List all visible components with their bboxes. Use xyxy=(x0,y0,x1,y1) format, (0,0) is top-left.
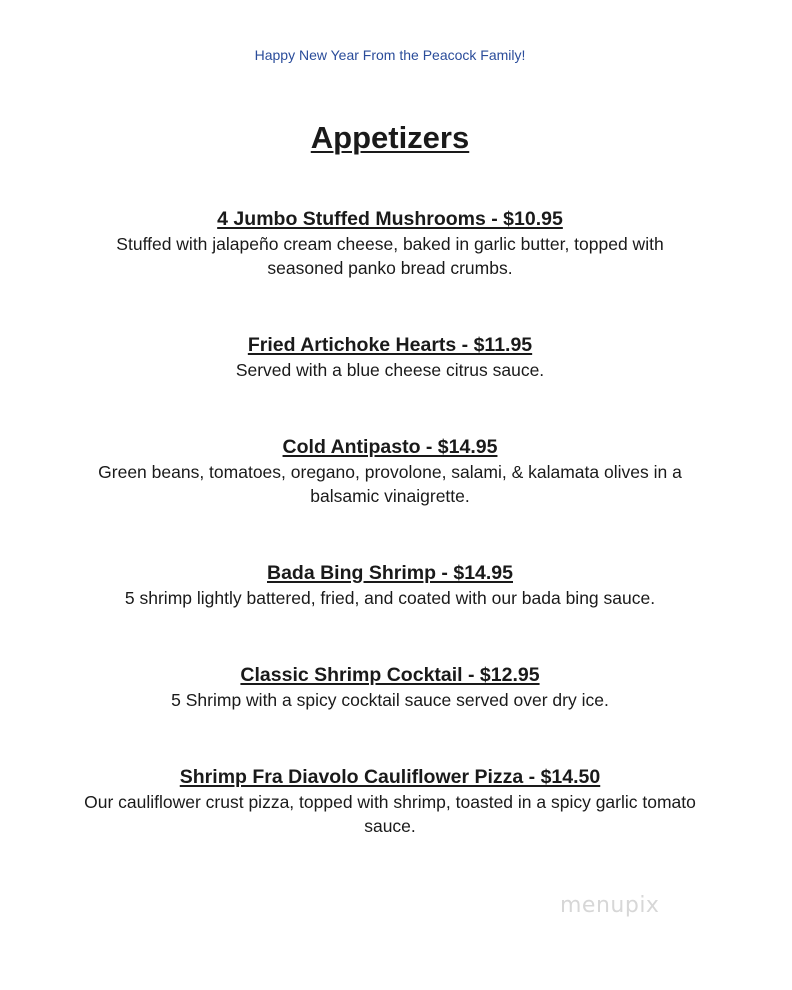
section-title: Appetizers xyxy=(310,120,470,155)
item-description: 5 Shrimp with a spicy cocktail sauce served over dry ice. xyxy=(171,690,609,710)
item-description: Served with a blue cheese citrus sauce. xyxy=(235,360,545,380)
item-name: Cold Antipasto - $14.95 xyxy=(282,436,498,458)
menu-item xyxy=(0,332,780,382)
item-description: Stuffed with jalapeño cream cheese, baked in garlic butter, topped with seasoned panko bread crumbs. xyxy=(116,234,664,278)
item-name: Bada Bing Shrimp - $14.95 xyxy=(267,562,513,584)
item-name: Shrimp Fra Diavolo Cauliflower Pizza - $14.50 xyxy=(179,766,601,788)
menu-item xyxy=(0,764,780,838)
item-name: Classic Shrimp Cocktail - $12.95 xyxy=(240,664,540,686)
greeting-banner: Happy New Year From the Peacock Family! xyxy=(254,47,526,63)
watermark-logo: menupix xyxy=(560,893,660,918)
item-name: Fried Artichoke Hearts - $11.95 xyxy=(247,334,533,356)
item-description: Green beans, tomatoes, oregano, provolone, salami, & kalamata olives in a balsamic vinaigrette. xyxy=(98,462,682,506)
menu-item xyxy=(0,560,780,610)
item-description: Our cauliflower crust pizza, topped with shrimp, toasted in a spicy garlic tomato sauce. xyxy=(84,792,696,836)
item-description: 5 shrimp lightly battered, fried, and coated with our bada bing sauce. xyxy=(124,588,656,608)
item-name: 4 Jumbo Stuffed Mushrooms - $10.95 xyxy=(217,208,563,230)
menu-item xyxy=(0,662,780,712)
menu-item xyxy=(0,434,780,508)
menu-item xyxy=(0,206,780,280)
menu-list xyxy=(0,206,780,838)
